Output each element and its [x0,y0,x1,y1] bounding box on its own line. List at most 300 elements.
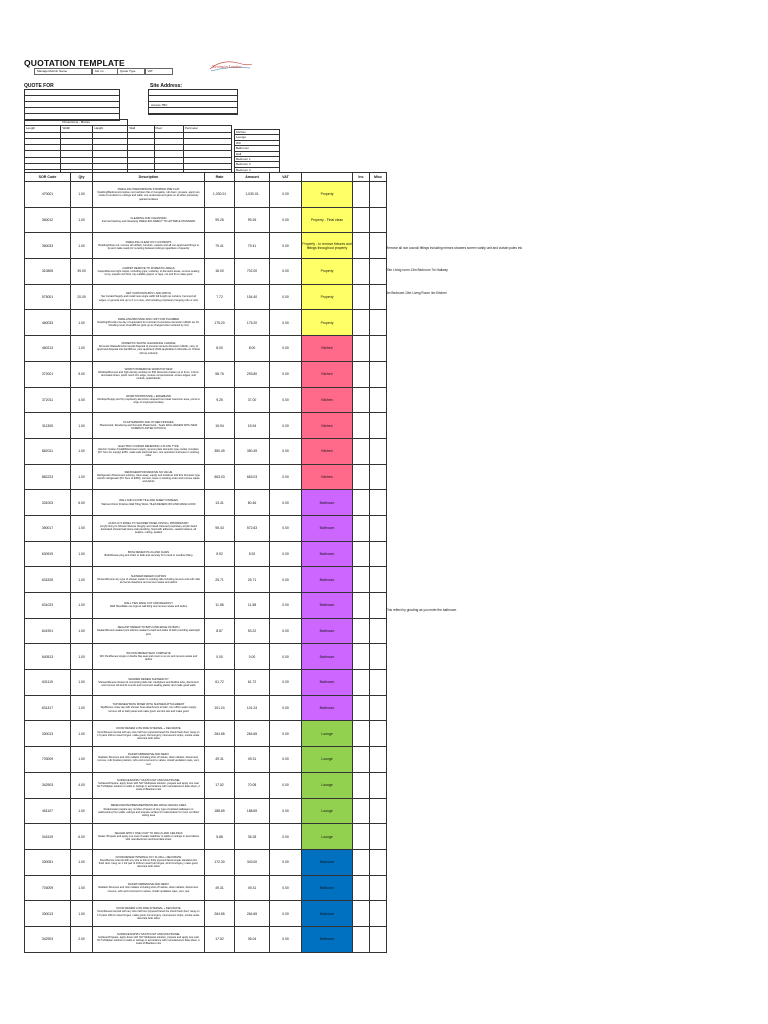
rate-cell[interactable]: 175.20 [205,310,235,336]
category-cell[interactable]: Bedroom [302,901,353,927]
misc-cell[interactable] [370,233,387,259]
misc-cell[interactable] [370,695,387,721]
rate-cell[interactable]: 0.00 [205,644,235,670]
qty-cell[interactable]: 1.00 [71,849,93,875]
inc-cell[interactable] [353,849,370,875]
misc-cell[interactable] [370,541,387,567]
misc-cell[interactable] [370,567,387,593]
description-cell[interactable] [93,849,205,875]
vat-cell[interactable]: 0.00 [270,361,302,387]
sor-code-cell[interactable]: 451107 [25,798,71,824]
category-cell[interactable]: Bathroom [302,567,353,593]
inc-cell[interactable] [353,413,370,439]
inc-cell[interactable] [353,387,370,413]
sor-code-cell[interactable]: 703009 [25,747,71,773]
amount-cell[interactable]: 35.04 [235,926,270,952]
category-cell[interactable]: Bedroom [302,926,353,952]
category-cell[interactable]: Property [302,182,353,208]
description-cell[interactable] [93,875,205,901]
inc-cell[interactable] [353,567,370,593]
misc-cell[interactable] [370,926,387,952]
description-body: Plasterwork, Rendering and Screeds Plasterwork - Seals WALL RENEW WITH NEW SCREW PLASTER IN PATCH [99,423,198,431]
description-cell[interactable] [93,336,205,362]
description-cell[interactable] [93,747,205,773]
rate-cell[interactable]: 49.31 [205,875,235,901]
sor-code-cell[interactable]: 360012 [25,207,71,233]
description-body: Radiator /Remove and refix radiator including shut off valves, drain radiator, disconnect, remove, refix bracket position, refix and reconnect to valves, install ventilation caps, vent, test [97,756,200,766]
sor-code-cell[interactable]: 342903 [25,772,71,798]
qty-cell[interactable]: 20.00 [71,284,93,310]
vat-cell[interactable]: 0.00 [270,490,302,516]
sor-code-cell[interactable]: 342903 [25,926,71,952]
sor-code-cell[interactable]: 630919 [25,541,71,567]
description-cell[interactable] [93,618,205,644]
inc-cell[interactable] [353,361,370,387]
category-cell[interactable]: Property - to remove fixtures and fittings throughout property [302,233,353,259]
amount-cell[interactable]: 53.22 [235,618,270,644]
amount-cell[interactable]: 264.65 [235,721,270,747]
qty-cell[interactable]: 1.00 [71,515,93,541]
vat-cell[interactable]: 0.00 [270,541,302,567]
amount-cell[interactable]: 37.00 [235,387,270,413]
amount-cell[interactable]: 70.08 [235,772,270,798]
misc-cell[interactable] [370,618,387,644]
qty-cell[interactable]: 1.00 [71,207,93,233]
inc-cell[interactable] [353,515,370,541]
sor-code-cell[interactable]: 330013 [25,901,71,927]
description-cell[interactable] [93,310,205,336]
category-cell[interactable]: Bathroom [302,490,353,516]
dim-col-width: Width [61,126,93,132]
qty-cell[interactable]: 1.00 [71,670,93,696]
qty-cell[interactable]: 4.00 [71,387,93,413]
amount-cell[interactable]: 5.92 [235,541,270,567]
category-cell[interactable]: Property [302,259,353,285]
qty-cell[interactable]: 5.00 [71,361,93,387]
description-cell[interactable] [93,798,205,824]
qty-cell[interactable]: 1.00 [71,438,93,464]
misc-cell[interactable] [370,259,387,285]
table-row [25,644,387,670]
inc-cell[interactable] [353,644,370,670]
amount-cell[interactable]: 79.41 [235,233,270,259]
misc-cell[interactable] [370,310,387,336]
inc-cell[interactable] [353,618,370,644]
qty-cell[interactable]: 6.00 [71,824,93,850]
rate-cell[interactable]: 79.41 [205,233,235,259]
misc-cell[interactable] [370,336,387,362]
category-cell[interactable]: Bathroom [302,515,353,541]
qty-cell[interactable]: 1.00 [71,695,93,721]
vat-cell[interactable]: 0.00 [270,670,302,696]
inc-cell[interactable] [353,824,370,850]
misc-cell[interactable] [370,182,387,208]
rate-cell[interactable]: 8.87 [205,618,235,644]
qty-cell[interactable]: 1.00 [71,593,93,619]
description-body: Door/Renew internal with any size to 40mm thick plywood faced single standard size flush door, hang on 1 1/2 pair of 100mm steel butt hinges, all ironmongery, make good, decorate both sides [98,859,199,869]
rate-cell[interactable]: 188.69 [205,798,235,824]
misc-cell[interactable] [370,207,387,233]
inc-cell[interactable] [353,695,370,721]
qty-cell[interactable]: 1.00 [71,747,93,773]
amount-cell[interactable]: 572.63 [235,515,270,541]
description-body: Surfaces/Prepare, apply down with NLT Multipanel solution, prepare and apply one coat NLT Multiplan solution to walls or ceilings in accordance with manufacturers data sheet, 2 coats of Blackout mist [97,936,200,946]
note-hallway: 20m Living room 13m Bedroom 7m Hallway [386,268,448,272]
sor-code-cell[interactable]: 330013 [25,721,71,747]
vat-cell[interactable]: 0.00 [270,310,302,336]
inc-cell[interactable] [353,875,370,901]
description-cell[interactable] [93,644,205,670]
amount-cell[interactable]: 35.28 [235,824,270,850]
description-cell[interactable] [93,284,205,310]
category-cell[interactable]: Bathroom [302,670,353,696]
description-body: Sealant/Renew sealant joint silicone sealant to bath and sides of bath providing watertight joint [97,629,200,636]
amount-cell[interactable]: 49.31 [235,875,270,901]
vat-cell[interactable]: 0.00 [270,798,302,824]
manager-name-field[interactable]: Manager/Admin Name [34,68,92,75]
rate-cell[interactable]: 5.88 [205,824,235,850]
inc-cell[interactable] [353,490,370,516]
qty-cell[interactable]: 1.00 [71,541,93,567]
description-cell[interactable] [93,387,205,413]
sor-code-cell[interactable]: 631525 [25,567,71,593]
sor-code-cell[interactable]: 641901 [25,618,71,644]
vat-cell[interactable]: 0.00 [270,747,302,773]
category-cell[interactable]: Property - Final clean [302,207,353,233]
category-cell[interactable]: Lounge [302,747,353,773]
description-cell[interactable] [93,824,205,850]
vat-cell[interactable]: 0.00 [270,875,302,901]
inc-cell[interactable] [353,926,370,952]
description-cell[interactable] [93,464,205,490]
inc-cell[interactable] [353,772,370,798]
sor-code-cell[interactable]: 331003 [25,490,71,516]
vat-cell[interactable]: 0.00 [270,721,302,747]
category-cell[interactable]: Lounge [302,824,353,850]
rate-cell[interactable]: 25.71 [205,567,235,593]
description-cell[interactable] [93,901,205,927]
qty-cell[interactable]: 1.00 [71,721,93,747]
vat-cell[interactable]: 0.00 [270,593,302,619]
misc-cell[interactable] [370,593,387,619]
description-cell[interactable] [93,515,205,541]
category-cell[interactable]: Bedroom [302,849,353,875]
inc-cell[interactable] [353,259,370,285]
description-heading: SHOWER RENEW CURTAIN [130,574,167,578]
rate-cell[interactable]: 5.92 [205,541,235,567]
inc-cell[interactable] [353,464,370,490]
category-cell[interactable]: Property [302,310,353,336]
qty-cell[interactable]: 1.00 [71,901,93,927]
rate-cell[interactable]: 8.00 [205,336,235,362]
vat-cell[interactable]: 0.00 [270,567,302,593]
qty-cell[interactable]: 1.00 [71,798,93,824]
description-cell[interactable] [93,207,205,233]
category-cell[interactable]: Bathroom [302,618,353,644]
qty-cell[interactable]: 1.00 [71,336,93,362]
amount-cell[interactable]: 663.03 [235,464,270,490]
amount-cell[interactable]: 343.00 [235,849,270,875]
rate-cell[interactable]: 17.52 [205,772,235,798]
amount-cell[interactable]: 350.49 [235,438,270,464]
qty-cell[interactable]: 2.00 [71,926,93,952]
amount-cell[interactable]: 0.00 [235,644,270,670]
inc-cell[interactable] [353,310,370,336]
qty-cell[interactable]: 6.00 [71,490,93,516]
misc-cell[interactable] [370,284,387,310]
description-heading: WORKTOP/PROVIDE + EDGEBAND [126,395,171,399]
description-cell[interactable] [93,926,205,952]
amount-cell[interactable]: 175.20 [235,310,270,336]
inc-cell[interactable] [353,541,370,567]
vat-cell[interactable]: 0.00 [270,618,302,644]
vat-cell[interactable]: 0.00 [270,926,302,952]
job-no-field[interactable]: Job no [92,68,118,75]
vat-cell[interactable]: 0.00 [270,259,302,285]
vat-cell[interactable]: 0.00 [270,515,302,541]
amount-cell[interactable]: 8.00 [235,336,270,362]
description-cell[interactable] [93,695,205,721]
vat-cell[interactable]: 0.00 [270,207,302,233]
inc-cell[interactable] [353,207,370,233]
inc-cell[interactable] [353,747,370,773]
vat-cell[interactable]: 0.00 [270,464,302,490]
rate-cell[interactable]: 13.41 [205,490,235,516]
description-cell[interactable] [93,670,205,696]
amount-cell[interactable]: 702.00 [235,259,270,285]
sor-code-cell[interactable]: 703009 [25,875,71,901]
category-cell[interactable]: Property [302,284,353,310]
qty-cell[interactable]: 1.00 [71,233,93,259]
amount-cell[interactable]: 264.65 [235,901,270,927]
dim-col-height: Height [93,126,128,132]
category-cell[interactable]: Kitchen [302,361,353,387]
rate-cell[interactable]: 95.43 [205,515,235,541]
misc-cell[interactable] [370,670,387,696]
amount-cell[interactable]: 15.94 [235,413,270,439]
amount-cell[interactable]: 25.71 [235,567,270,593]
inc-cell[interactable] [353,182,370,208]
sor-code-cell[interactable]: 311305 [25,413,71,439]
sor-code-cell[interactable]: 341519 [25,824,71,850]
description-cell[interactable] [93,490,205,516]
misc-cell[interactable] [370,747,387,773]
rate-cell[interactable]: 172.30 [205,849,235,875]
inc-cell[interactable] [353,670,370,696]
rate-cell[interactable]: 101.24 [205,695,235,721]
sor-code-cell[interactable]: 470001 [25,182,71,208]
vat-cell[interactable]: 0.00 [270,233,302,259]
inc-cell[interactable] [353,438,370,464]
inc-cell[interactable] [353,721,370,747]
table-row [25,464,387,490]
table-row [25,207,387,233]
vat-cell[interactable]: 0.00 [270,695,302,721]
misc-cell[interactable] [370,798,387,824]
category-cell[interactable]: Bathroom [302,593,353,619]
description-cell[interactable] [93,259,205,285]
description-cell[interactable] [93,233,205,259]
rate-cell[interactable]: 1,030.01 [205,182,235,208]
amount-cell[interactable]: 154.40 [235,284,270,310]
quote-for-box[interactable] [24,89,120,121]
misc-cell[interactable] [370,490,387,516]
amount-cell[interactable]: 99.26 [235,207,270,233]
rate-cell[interactable]: 17.52 [205,926,235,952]
sor-code-cell[interactable]: 460033 [25,310,71,336]
vat-cell[interactable]: 0.00 [270,772,302,798]
rate-cell[interactable]: 61.72 [205,670,235,696]
inc-cell[interactable] [353,593,370,619]
misc-cell[interactable] [370,361,387,387]
misc-cell[interactable] [370,721,387,747]
description-cell[interactable] [93,438,205,464]
rate-cell[interactable]: 11.58 [205,593,235,619]
misc-cell[interactable] [370,644,387,670]
qty-cell[interactable]: 1.00 [71,567,93,593]
rate-cell[interactable]: 7.72 [205,284,235,310]
inc-cell[interactable] [353,798,370,824]
misc-cell[interactable] [370,387,387,413]
misc-cell[interactable] [370,515,387,541]
sor-code-cell[interactable]: 631417 [25,695,71,721]
qty-cell[interactable]: 1.00 [71,464,93,490]
description-body: Tap/Renew mixer tap with shower hose attachment to bath, turn off/on water supply, remove old to bath panel and make good, service test and make good [100,706,197,713]
misc-cell[interactable] [370,438,387,464]
misc-cell[interactable] [370,824,387,850]
qty-cell[interactable]: 1.00 [71,182,93,208]
sor-code-cell[interactable]: 360033 [25,233,71,259]
vat-field[interactable]: VAT [145,68,173,75]
vat-cell[interactable]: 0.00 [270,901,302,927]
description-cell[interactable] [93,567,205,593]
rate-cell[interactable]: 49.31 [205,747,235,773]
description-cell[interactable] [93,361,205,387]
category-cell[interactable]: Kitchen [302,438,353,464]
sor-code-cell[interactable]: 631119 [25,670,71,696]
sor-code-cell[interactable]: 350017 [25,515,71,541]
vat-cell[interactable]: 0.00 [270,644,302,670]
misc-cell[interactable] [370,875,387,901]
vat-cell[interactable]: 0.00 [270,413,302,439]
misc-cell[interactable] [370,464,387,490]
sor-code-cell[interactable]: 330051 [25,849,71,875]
inc-cell[interactable] [353,336,370,362]
amount-cell[interactable]: 49.31 [235,747,270,773]
sor-code-cell[interactable]: 460213 [25,336,71,362]
vat-cell[interactable]: 0.00 [270,438,302,464]
inc-cell[interactable] [353,901,370,927]
rate-cell[interactable]: 99.26 [205,207,235,233]
description-heading: CLEARING AND CLEANSING [130,216,167,220]
category-cell[interactable]: Kitchen [302,387,353,413]
description-cell[interactable] [93,182,205,208]
qty-cell[interactable]: 1.00 [71,875,93,901]
amount-cell[interactable]: 61.72 [235,670,270,696]
rate-cell[interactable]: 350.49 [205,438,235,464]
site-address-box[interactable] [148,89,238,115]
quotation-table [24,172,387,953]
table-row [25,824,387,850]
rate-cell[interactable]: 663.03 [205,464,235,490]
amount-cell[interactable]: 188.69 [235,798,270,824]
sor-code-cell[interactable]: 372001 [25,361,71,387]
table-row [25,541,387,567]
vat-cell[interactable]: 0.00 [270,387,302,413]
qty-cell[interactable]: 1.00 [71,310,93,336]
misc-cell[interactable] [370,849,387,875]
description-heading: REFRIGERATOR REMOVE NO VALUE [124,470,173,474]
vat-cell[interactable]: 0.00 [270,824,302,850]
category-cell[interactable]: Lounge [302,721,353,747]
amount-cell[interactable]: 101.24 [235,695,270,721]
description-cell[interactable] [93,413,205,439]
vat-cell[interactable]: 0.00 [270,284,302,310]
category-cell[interactable]: Bathroom [302,695,353,721]
quote-type-field[interactable]: Quote Type [117,68,145,75]
rate-cell[interactable]: 264.65 [205,721,235,747]
category-cell[interactable]: Kitchen [302,413,353,439]
misc-cell[interactable] [370,901,387,927]
qty-cell[interactable]: 1.00 [71,618,93,644]
category-cell[interactable]: Lounge [302,798,353,824]
qty-cell[interactable]: 1.00 [71,413,93,439]
qty-cell[interactable]: 39.00 [71,259,93,285]
rate-cell[interactable]: 58.76 [205,361,235,387]
category-cell[interactable]: Lounge [302,772,353,798]
description-cell[interactable] [93,593,205,619]
rate-cell[interactable]: 15.94 [205,413,235,439]
inc-cell[interactable] [353,233,370,259]
sor-code-cell[interactable]: 372011 [25,387,71,413]
sor-code-cell[interactable]: 575001 [25,284,71,310]
category-cell[interactable]: Bathroom [302,644,353,670]
rate-cell[interactable]: 264.65 [205,901,235,927]
description-cell[interactable] [93,721,205,747]
inc-cell[interactable] [353,284,370,310]
amount-cell[interactable]: 80.46 [235,490,270,516]
category-cell[interactable]: Kitchen [302,464,353,490]
col-amount: Amount [235,173,270,182]
sor-code-cell[interactable]: 631023 [25,593,71,619]
vat-cell[interactable]: 0.00 [270,182,302,208]
qty-cell[interactable]: 1.00 [71,644,93,670]
sor-code-cell[interactable]: 310805 [25,259,71,285]
description-cell[interactable] [93,772,205,798]
sor-code-cell[interactable]: 882011 [25,438,71,464]
category-cell[interactable]: Kitchen [302,336,353,362]
category-cell[interactable]: Bathroom [302,541,353,567]
vat-cell[interactable]: 0.00 [270,849,302,875]
description-heading: NET CURTAIN/SUPPLY AND WIDTH [126,292,171,296]
description-heading: BATH RENEW PLUG AND CHAIN [127,550,170,554]
sor-code-cell[interactable]: 882223 [25,464,71,490]
table-row [25,259,387,285]
amount-cell[interactable]: 293.80 [235,361,270,387]
vat-cell[interactable]: 0.00 [270,336,302,362]
amount-cell[interactable]: 11.58 [235,593,270,619]
misc-cell[interactable] [370,772,387,798]
amount-cell[interactable]: 1,030.01 [235,182,270,208]
misc-cell[interactable] [370,413,387,439]
rate-cell[interactable]: 9.25 [205,387,235,413]
description-body: Worktop/Supply and fix proprietary aluminium shaped front head maximum area, prime to wrap of employed worktop [97,398,200,405]
rate-cell[interactable]: 18.00 [205,259,235,285]
sor-code-cell[interactable]: 640513 [25,644,71,670]
qty-cell[interactable]: 4.00 [71,772,93,798]
category-cell[interactable]: Bedroom [302,875,353,901]
description-cell[interactable] [93,541,205,567]
